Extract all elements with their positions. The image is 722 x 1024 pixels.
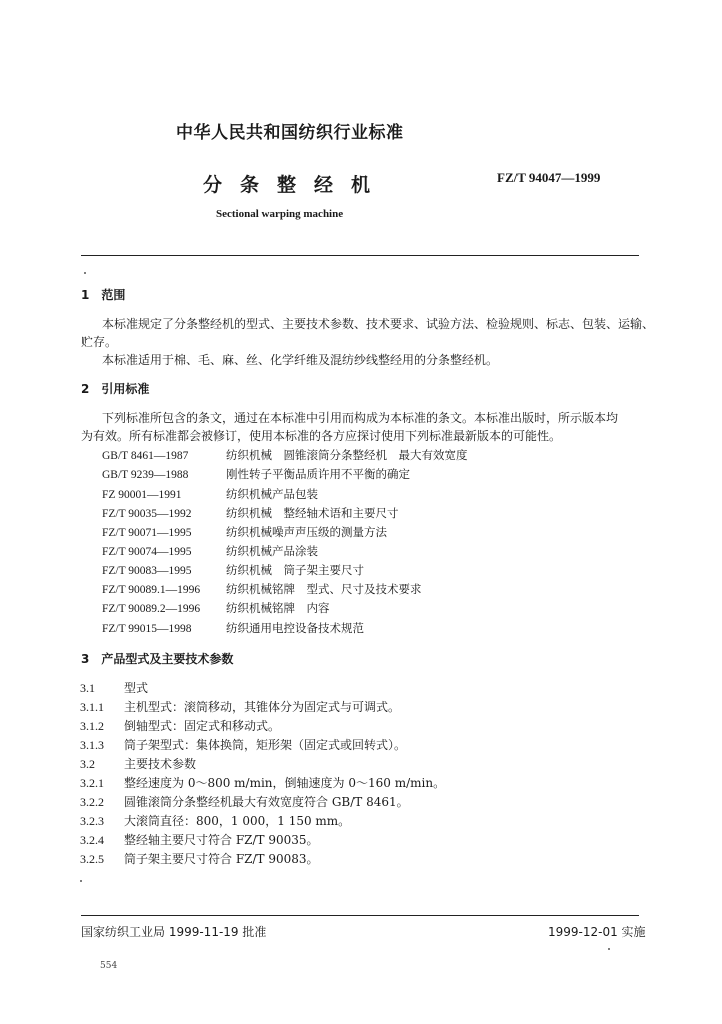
approval-note: 国家纺织工业局 1999-11-19 批准 [81,925,267,939]
section-1-para1-line2: 贮存。 [81,335,118,349]
reference-code: FZ/T 90089.1—1996 [102,584,201,596]
scan-speck [608,948,610,950]
spec-number: 3.1.2 [80,719,104,733]
scan-speck [84,272,86,274]
spec-text: 主要技术参数 [124,757,197,771]
reference-title: 纺织机械产品涂装 [226,544,318,558]
spec-number: 3.1.3 [80,738,104,752]
page-number: 554 [100,961,118,971]
reference-code: FZ 90001—1991 [102,489,182,501]
document-title: 分条整经机 [203,174,389,196]
spec-number: 3.1 [80,681,95,695]
reference-code: FZ/T 99015—1998 [102,623,192,635]
spec-item [80,736,406,753]
spec-text: 整经速度为 0～800 m/min，倒轴速度为 0～160 m/min。 [124,776,446,790]
spec-text: 圆锥滚筒分条整经机最大有效宽度符合 GB/T 8461。 [124,795,409,809]
reference-title: 纺织机械铭牌 内容 [226,601,330,615]
spec-item [80,679,148,696]
reference-code: FZ/T 90083—1995 [102,565,192,577]
reference-item [102,505,399,521]
reference-code: GB/T 9239—1988 [102,469,189,481]
section-2-heading: 2 引用标准 [81,382,150,396]
reference-code: FZ/T 90035—1992 [102,508,192,520]
spec-item [80,850,319,867]
footer-divider [81,915,639,916]
reference-title: 纺织机械铭牌 型式、尺寸及技术要求 [226,582,422,596]
reference-code: FZ/T 90074—1995 [102,546,192,558]
spec-text: 型式 [124,681,149,695]
spec-text: 筒子架主要尺寸符合 FZ/T 90083。 [124,852,319,866]
reference-title: 刚性转子平衡品质许用不平衡的确定 [226,467,410,481]
spec-text: 主机型式：滚筒移动，其锥体分为固定式与可调式。 [124,700,401,714]
english-title: Sectional warping machine [216,208,344,220]
spec-text: 倒轴型式：固定式和移动式。 [124,719,281,733]
reference-item [102,486,318,502]
standard-number: FZ/T 94047—1999 [497,170,601,185]
reference-title: 纺织机械 圆锥滚筒分条整经机 最大有效宽度 [226,448,468,462]
section-2-intro-line1: 下列标准所包含的条文，通过在本标准中引用而构成为本标准的条文。本标准出版时，所示版本均 [102,411,619,425]
reference-item [102,620,364,636]
spec-item [80,698,400,715]
reference-item [102,524,387,540]
implementation-date: 1999-12-01 实施 [548,925,646,939]
section-1-para2: 本标准适用于棉、毛、麻、丝、化学纤维及混纺纱线整经用的分条整经机。 [102,353,499,367]
section-1-para1-line1: 本标准规定了分条整经机的型式、主要技术参数、技术要求、试验方法、检验规则、标志、包装、运输、 [102,317,655,331]
reference-code: GB/T 8461—1987 [102,450,189,462]
spec-item [80,717,280,734]
reference-item [102,447,468,463]
reference-title: 纺织机械产品包装 [226,487,318,501]
spec-number: 3.2.1 [80,776,104,790]
reference-item [102,581,422,597]
reference-title: 纺织机械噪声声压级的测量方法 [226,525,387,539]
spec-item [80,812,350,829]
spec-number: 3.2.4 [80,833,104,847]
spec-number: 3.2.2 [80,795,104,809]
organization-header: 中华人民共和国纺织行业标准 [176,123,404,143]
spec-number: 3.2.5 [80,852,104,866]
reference-code: FZ/T 90071—1995 [102,527,192,539]
reference-title: 纺织机械 筒子架主要尺寸 [226,563,364,577]
spec-text: 大滚筒直径：800，1 000，1 150 mm。 [124,814,351,828]
spec-item [80,755,196,772]
spec-text: 整经轴主要尺寸符合 FZ/T 90035。 [124,833,319,847]
section-2-intro-line2: 为有效。所有标准都会被修订，使用本标准的各方应探讨使用下列标准最新版本的可能性。 [81,429,562,443]
section-3-heading: 3 产品型式及主要技术参数 [81,652,234,666]
reference-title: 纺织通用电控设备技术规范 [226,621,364,635]
reference-item [102,562,364,578]
section-1-heading: 1 范围 [81,288,126,302]
scan-speck [80,880,82,882]
reference-item [102,600,330,616]
spec-item [80,831,319,848]
reference-title: 纺织机械 整经轴术语和主要尺寸 [226,506,399,520]
spec-item [80,774,445,791]
spec-number: 3.1.1 [80,700,104,714]
spec-item [80,793,409,810]
spec-number: 3.2 [80,757,95,771]
reference-code: FZ/T 90089.2—1996 [102,603,201,615]
reference-item [102,543,318,559]
header-divider [81,255,639,256]
spec-number: 3.2.3 [80,814,104,828]
reference-item [102,466,410,482]
spec-text: 筒子架型式：集体换筒，矩形架（固定式或回转式）。 [124,738,407,752]
